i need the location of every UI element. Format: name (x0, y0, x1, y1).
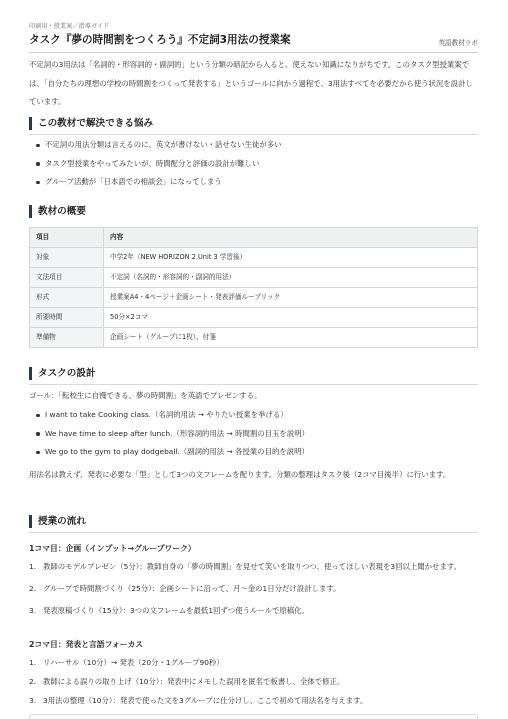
breadcrumb-kicker: 印刷用・授業案／指導ガイド (29, 23, 110, 30)
section-divider (29, 532, 478, 533)
table-row (30, 288, 478, 308)
section-divider (29, 384, 478, 385)
table-cell-value: 50分×2コマ (104, 308, 478, 328)
table-cell-key: 所要時間 (30, 308, 104, 328)
list-item: We go to the gym to play dodgeball.（副詞的用法 → 各授業の目的を説明） (36, 443, 478, 462)
table-cell-key: 文法項目 (30, 268, 104, 288)
section-divider (29, 134, 478, 135)
table-row (30, 268, 478, 288)
overview-table (29, 227, 478, 348)
lesson2-title: 2コマ目：発表と言語フォーカス (29, 640, 144, 649)
list-item (29, 602, 478, 619)
table-cell-key: 準備物 (30, 328, 104, 348)
table-cell-value: 中学2年（NEW HORIZON 2 Unit 3 学習後） (104, 248, 478, 268)
table-header-item: 項目 (30, 228, 104, 248)
step-number: 2. (29, 584, 37, 593)
list-item (29, 558, 478, 575)
step-text: リハーサル（10分）→ 発表（20分・1グループ90秒） (43, 658, 224, 667)
lesson2-steps (29, 654, 478, 711)
task-note: 用法名は教えず、発表に必要な「型」として3つの文フレームを配ります。分類の整理はタスク後（2コマ目後半）に行います。 (29, 470, 451, 479)
table-header-content: 内容 (104, 228, 478, 248)
table-row (30, 248, 478, 268)
step-text: 発表原稿づくり（15分）：3つの文フレームを最低1回ずつ使うルールで原稿化。 (43, 606, 309, 615)
list-item (29, 673, 478, 690)
next-section-card-edge (29, 714, 478, 719)
table-cell-value: 不定詞（名詞的・形容詞的・副詞的用法） (104, 268, 478, 288)
list-item: グループ活動が「日本語での相談会」になってしまう (36, 173, 478, 192)
step-text: 教師による誤りの取り上げ（10分）：発表中にメモした誤用を匿名で板書し、全体で修正。 (43, 677, 345, 686)
list-item: I want to take Cooking class.（名詞的用法 → やりたい授業を挙げる） (36, 406, 478, 425)
step-number: 3. (29, 696, 37, 705)
list-item: タスク型授業をやってみたいが、時間配分と評価の設計が難しい (36, 155, 478, 174)
table-cell-key: 形式 (30, 288, 104, 308)
lesson1-steps (29, 558, 478, 624)
step-number: 2. (29, 677, 37, 686)
table-cell-value: 企画シート（グループに1枚）、付箋 (104, 328, 478, 348)
page-title: タスク『夢の時間割をつくろう』不定詞3用法の授業案 (29, 34, 291, 46)
step-text: 3用法の整理（10分）：発表で使った文を3グループに仕分けし、ここで初めて用法名を与えます。 (43, 696, 368, 705)
section-heading-overview: 教材の概要 (29, 205, 86, 218)
table-row (30, 328, 478, 348)
list-item: 不定詞の用法分類は言えるのに、英文が書けない・話せない生徒が多い (36, 136, 478, 155)
section-heading-flow: 授業の流れ (29, 515, 86, 528)
lesson1-title: 1コマ目：企画（インプット→グループワーク） (29, 544, 196, 553)
table-cell-value: 授業案A4・4ページ＋企画シート・発表評価ルーブリック (104, 288, 478, 308)
list-item (29, 692, 478, 709)
problems-list (36, 136, 478, 192)
section-heading-problems: この教材で解決できる悩み (29, 117, 153, 130)
table-cell-key: 対象 (30, 248, 104, 268)
table-row (30, 308, 478, 328)
intro-paragraph: 不定詞の3用法は「名詞的・形容詞的・副詞的」という分類の暗記から入ると、使えない知識になりがちです。このタスク型授業案では、「自分たちの理想の学校の時間割をつくって発表する」というゴールに向かう過程で、3用法すべてを必要だから使う状況を設計しています。 (29, 60, 473, 106)
list-item: We have time to sleep after lunch.（形容詞的用法 → 時間割の目玉を説明） (36, 425, 478, 444)
task-example-list (36, 406, 478, 462)
title-divider (29, 52, 478, 53)
step-number: 1. (29, 658, 37, 667)
list-item (29, 580, 478, 597)
brand-name: 英語教材ラボ (438, 39, 478, 47)
step-text: グループで時間割づくり（25分）：企画シートに沿って、月～金の1日分だけ設計します。 (43, 584, 341, 593)
step-number: 1. (29, 562, 37, 571)
task-goal: ゴール：「転校生に自慢できる、夢の時間割」を英語でプレゼンする。 (29, 391, 262, 400)
section-heading-task: タスクの設計 (29, 367, 96, 380)
list-item (29, 654, 478, 671)
step-text: 教師のモデルプレゼン（5分）：教師自身の「夢の時間割」を見せて笑いを取りつつ、使ってほしい表現を3回以上聞かせます。 (43, 562, 462, 571)
step-number: 3. (29, 606, 37, 615)
table-header-row (30, 228, 478, 248)
